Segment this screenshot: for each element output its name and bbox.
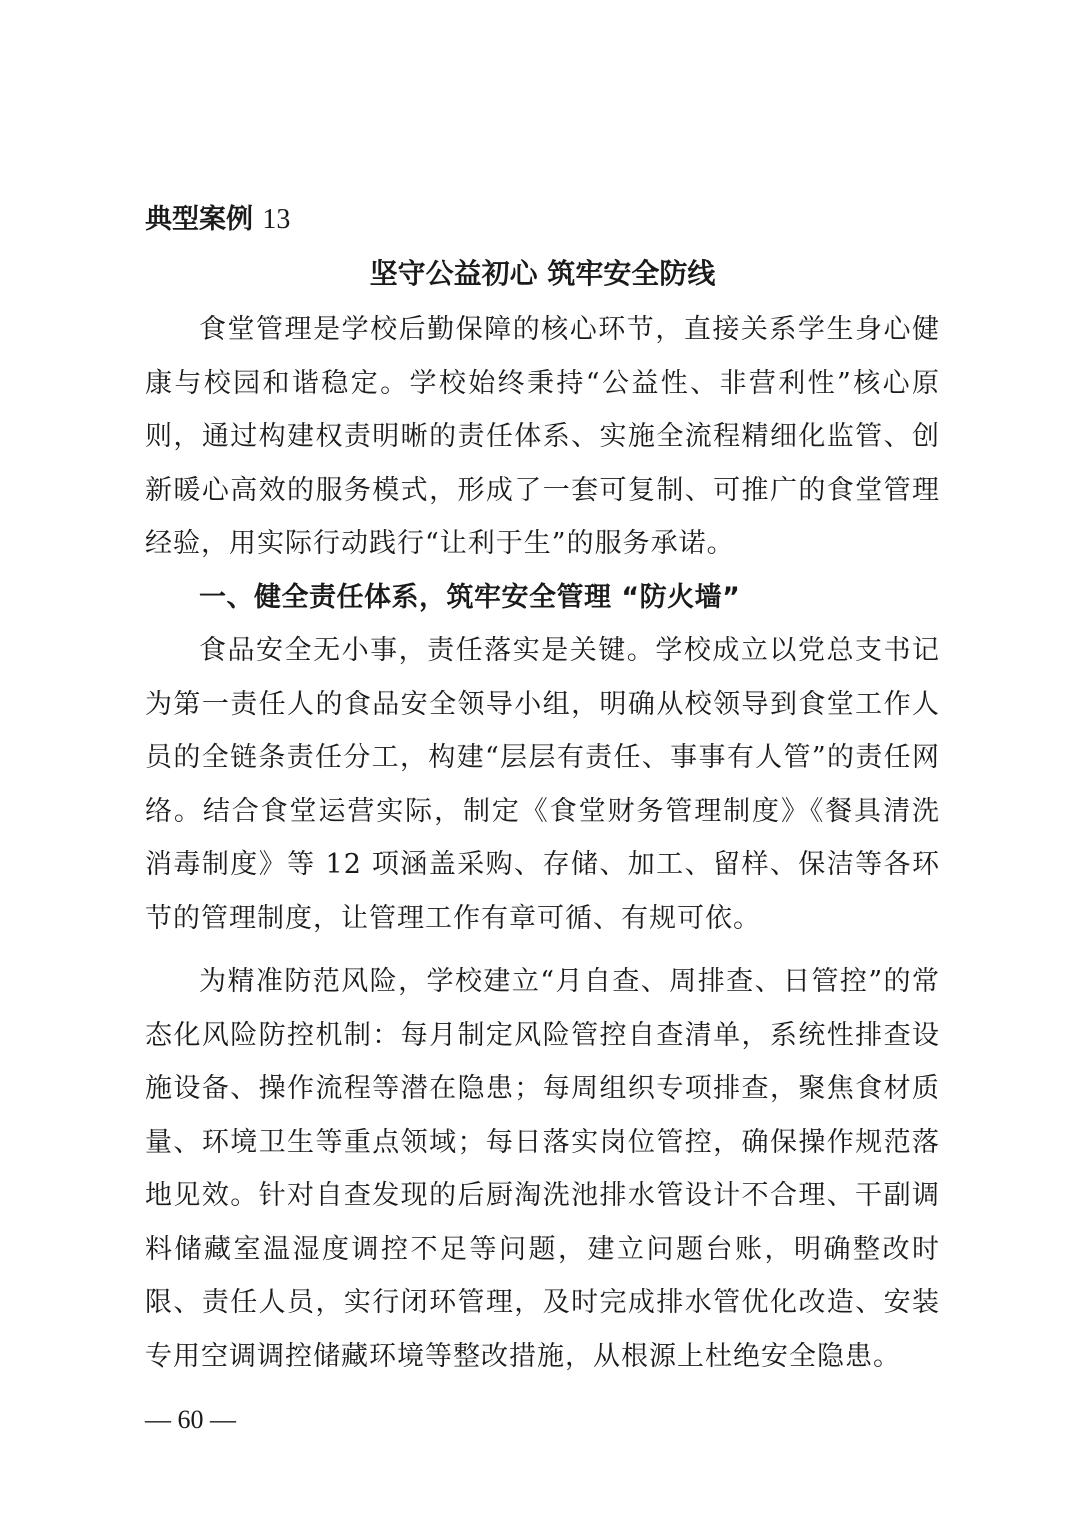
case-label-prefix: 典型案例 (145, 204, 253, 235)
paragraph-responsibility: 食品安全无小事，责任落实是关键。学校成立以党总支书记为第一责任人的食品安全领导小组，明确从校领导到食堂工作人员的全链条责任分工，构建“层层有责任、事事有人管”的责任网络。结合食堂运营实际，制定《食堂财务管理制度》《餐具清洗消毒制度》等 12 项涵盖采购、存储、加工、留样、保洁等各环节的管理制度，让管理工作有章可循、有规可依。 (145, 635, 940, 934)
document-title: 坚守公益初心 筑牢安全防线 (369, 257, 716, 290)
paragraph-gap (145, 945, 940, 955)
document-body (145, 303, 940, 1383)
case-label (145, 200, 290, 240)
paragraph-risk-control: 为精准防范风险，学校建立“月自查、周排查、日管控”的常态化风险防控机制：每月制定风险管控自查清单，系统性排查设施设备、操作流程等潜在隐患；每周组织专项排查，聚焦食材质量、环境卫生等重点领域；每日落实岗位管控，确保操作规范落地见效。针对自查发现的后厨淘洗池排水管设计不合理、干副调料储藏室温湿度调控不足等问题，建立问题台账，明确整改时限、责任人员，实行闭环管理，及时完成排水管优化改造、安装专用空调调控储藏环境等整改措施，从根源上杜绝安全隐患。 (145, 966, 940, 1372)
page-number: — 60 — (145, 1405, 236, 1434)
case-label-number: 13 (262, 204, 291, 235)
section-heading-1: 一、健全责任体系，筑牢安全管理 “防火墙” (199, 581, 741, 613)
paragraph-intro: 食堂管理是学校后勤保障的核心环节，直接关系学生身心健康与校园和谐稳定。学校始终秉持“公益性、非营利性”核心原则，通过构建权责明晰的责任体系、实施全流程精细化监管、创新暖心高效的服务模式，形成了一套可复制、可推广的食堂管理经验，用实际行动践行“让利于生”的服务承诺。 (145, 314, 940, 559)
